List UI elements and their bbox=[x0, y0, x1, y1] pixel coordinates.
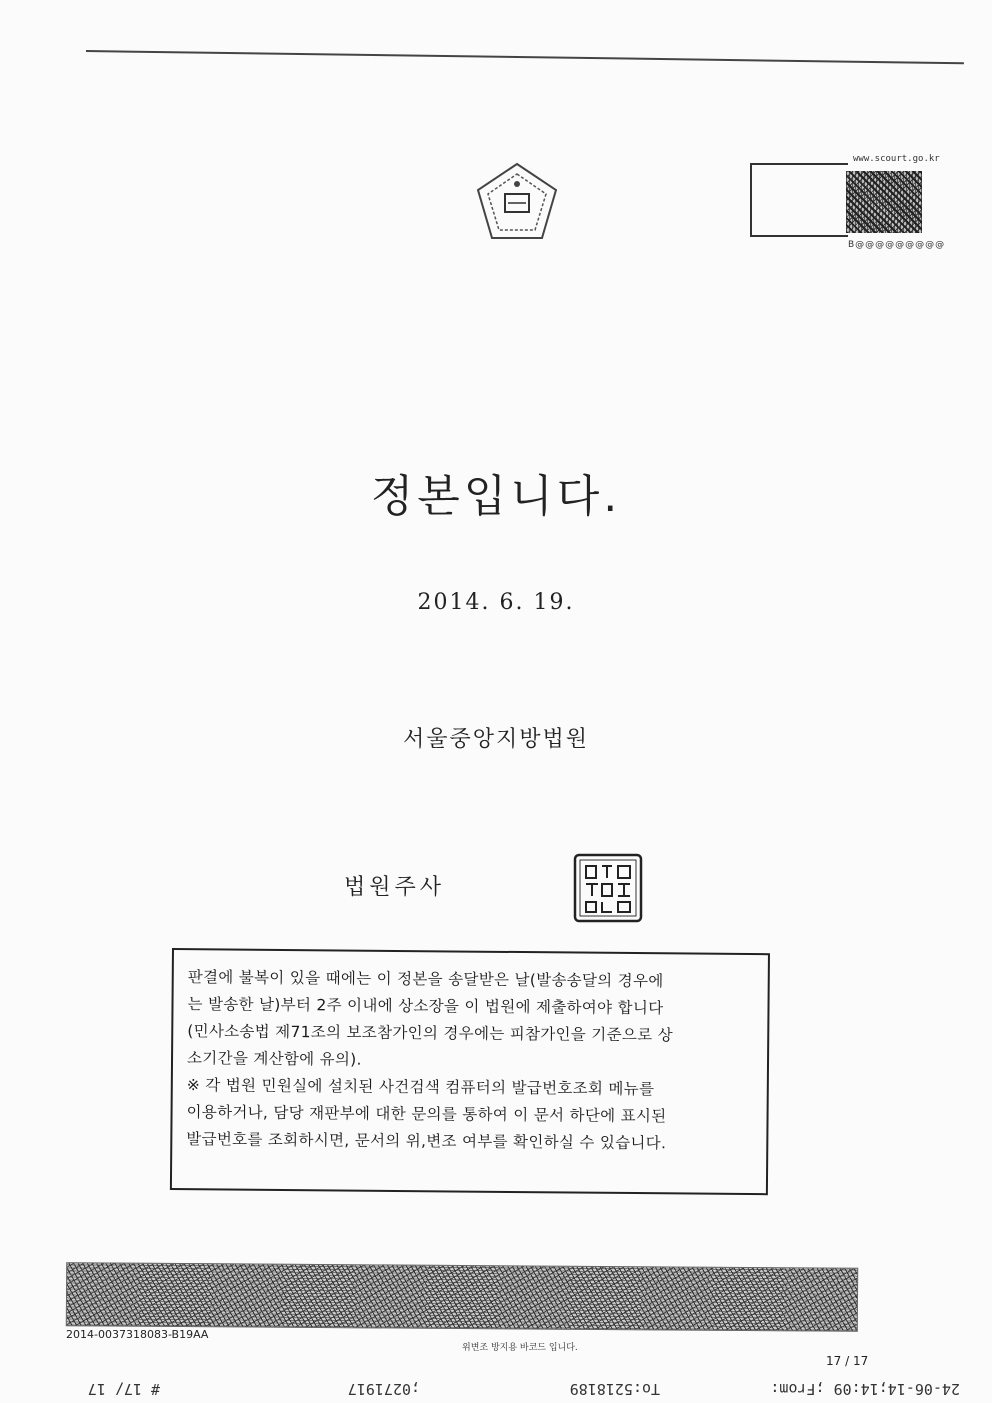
qr-code-area bbox=[750, 163, 922, 235]
qr-code bbox=[846, 171, 922, 233]
official-seal-stamp bbox=[572, 852, 644, 924]
fax-to: To:5218189 bbox=[569, 1380, 660, 1398]
court-name: 서울중앙지방법원 bbox=[402, 727, 590, 752]
qr-url: www.scourt.go.kr bbox=[853, 154, 940, 164]
scan-edge-line bbox=[86, 50, 964, 64]
qr-frame bbox=[750, 163, 848, 237]
court-emblem bbox=[472, 160, 562, 242]
notice-line: 는 발송한 날)부터 2주 이내에 상소장을 이 법원에 제출하여야 합니다 bbox=[187, 995, 664, 1018]
page-number: 17 / 17 bbox=[826, 1354, 869, 1368]
notice-line: ※ 각 법원 민원실에 설치된 사건검색 컴퓨터의 발급번호조회 메뉴를 bbox=[186, 1076, 655, 1099]
anti-forgery-barcode bbox=[66, 1262, 858, 1332]
notice-line: 발급번호를 조회하시면, 문서의 위,변조 여부를 확인하실 수 있습니다. bbox=[186, 1130, 667, 1153]
fax-from-number: ;0271917 bbox=[347, 1380, 420, 1398]
issue-date: 2014. 6. 19. bbox=[417, 590, 575, 615]
document-number: 2014-0037318083-B19AA bbox=[66, 1328, 209, 1341]
fax-header-line bbox=[30, 1378, 960, 1398]
barcode-caption: 위변조 방지용 바코드 입니다. bbox=[462, 1343, 578, 1353]
fax-pages: # 17/ 17 bbox=[87, 1380, 160, 1398]
page-title: 정본입니다. bbox=[370, 471, 622, 522]
notice-line: 판결에 불복이 있을 때에는 이 정본을 송달받은 날(발송송달의 경우에 bbox=[187, 968, 664, 991]
fax-datetime: 24-06-14;14:09 ;From: bbox=[770, 1380, 960, 1398]
qr-code-number: B@@@@@@@@@ bbox=[848, 240, 946, 250]
notice-line: 소기간을 계산함에 유의). bbox=[186, 1049, 362, 1069]
notice-line: (민사소송법 제71조의 보조참가인의 경우에는 피참가인을 기준으로 상 bbox=[187, 1022, 674, 1045]
notice-line: 이용하거나, 담당 재판부에 대한 문의를 통하여 이 문서 하단에 표시된 bbox=[186, 1103, 667, 1126]
appeal-notice-box bbox=[170, 948, 770, 1195]
court-officer-title: 법원주사 bbox=[344, 875, 446, 900]
